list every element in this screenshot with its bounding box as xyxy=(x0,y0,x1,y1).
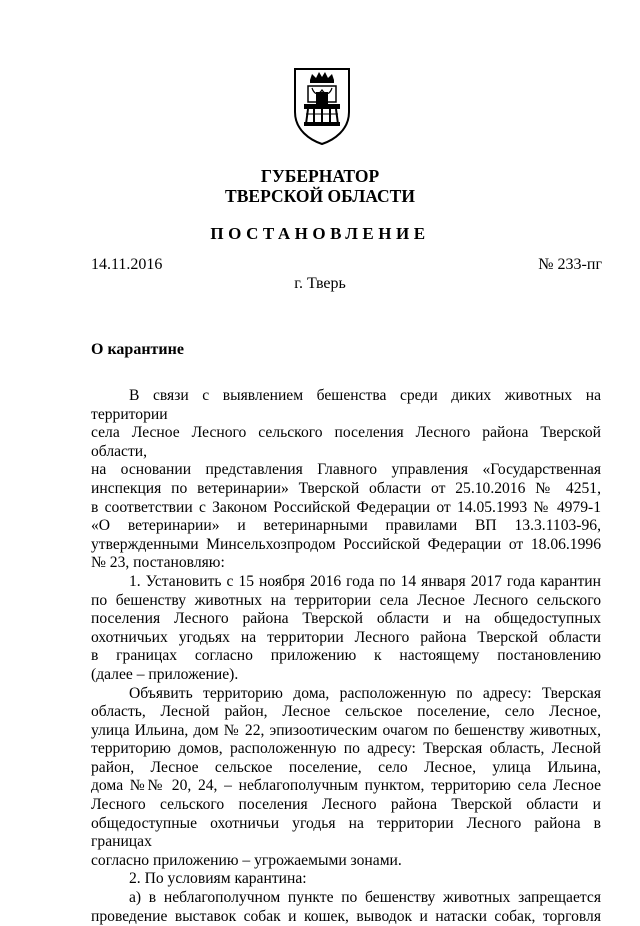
body-line: села Лесное Лесного сельского поселения Лесного района Тверской области, xyxy=(91,424,601,460)
body-line: в соответствии с Законом Российской Федерации от 14.05.1993 № 4979-1 xyxy=(91,498,601,516)
header-line-2: ТВЕРСКОЙ ОБЛАСТИ xyxy=(225,186,415,206)
body-line: область, Лесной район, Лесное сельское поселение, село Лесное, xyxy=(91,703,601,721)
body-line: территорию домов, расположенную по адресу: Тверская область, Лесной xyxy=(91,740,601,758)
body-line: Объявить территорию дома, расположенную по адресу: Тверская xyxy=(129,684,601,702)
body-line: на основании представления Главного управления «Государственная xyxy=(91,461,601,479)
body-line: Лесного сельского поселения Лесного района Тверской области и xyxy=(91,796,601,814)
document-date: 14.11.2016 xyxy=(91,256,163,273)
body-line: охотничьих угодьях на территории Лесного района Тверской области xyxy=(91,628,601,646)
document-body xyxy=(91,387,601,926)
body-line: 2. По условиям карантина: xyxy=(129,870,307,888)
document-city: г. Тверь xyxy=(294,275,346,292)
body-line: в границах согласно приложению к настоящему постановлению xyxy=(91,647,601,665)
body-line: а) в неблагополучном пункте по бешенству животных запрещается xyxy=(129,889,601,907)
body-line: 1. Установить с 15 ноября 2016 года по 14 января 2017 года карантин xyxy=(129,572,601,590)
document-subject: О карантине xyxy=(91,341,184,358)
body-line: дома №№ 20, 24, – неблагополучным пунктом, территорию села Лесное xyxy=(91,777,601,795)
body-line: утвержденными Минсельхозпродом Российской Федерации от 18.06.1996 xyxy=(91,535,601,553)
body-line: поселения Лесного района Тверской области и на общедоступных xyxy=(91,610,601,628)
body-line: район, Лесное сельское поселение, село Лесное, улица Ильина, xyxy=(91,758,601,776)
document-type: ПОСТАНОВЛЕНИЕ xyxy=(210,224,430,243)
body-line: В связи с выявлением бешенства среди диких животных на территории xyxy=(91,387,601,423)
body-line: № 23, постановляю: xyxy=(91,554,225,572)
body-line: (далее – приложение). xyxy=(91,665,239,683)
body-line: согласно приложению – угрожаемыми зонами. xyxy=(91,851,402,869)
body-line: проведение выставок собак и кошек, выводок и натаски собак, торговля xyxy=(91,907,601,925)
body-line: инспекция по ветеринарии» Тверской области от 25.10.2016 № 4251, xyxy=(91,479,601,497)
document-number: № 233-пг xyxy=(538,256,602,273)
body-line: улица Ильина, дом № 22, эпизоотическим очагом по бешенству животных, xyxy=(91,721,601,739)
body-line: общедоступные охотничьи угодья на территории Лесного района в границах xyxy=(91,814,601,851)
body-line: по бешенству животных на территории села Лесное Лесного сельского xyxy=(91,591,601,609)
coat-of-arms-emblem xyxy=(292,66,352,146)
body-line: «О ветеринарии» и ветеринарными правилами ВП 13.3.1103-96, xyxy=(91,517,601,535)
header-line-1: ГУБЕРНАТОР xyxy=(260,166,380,186)
